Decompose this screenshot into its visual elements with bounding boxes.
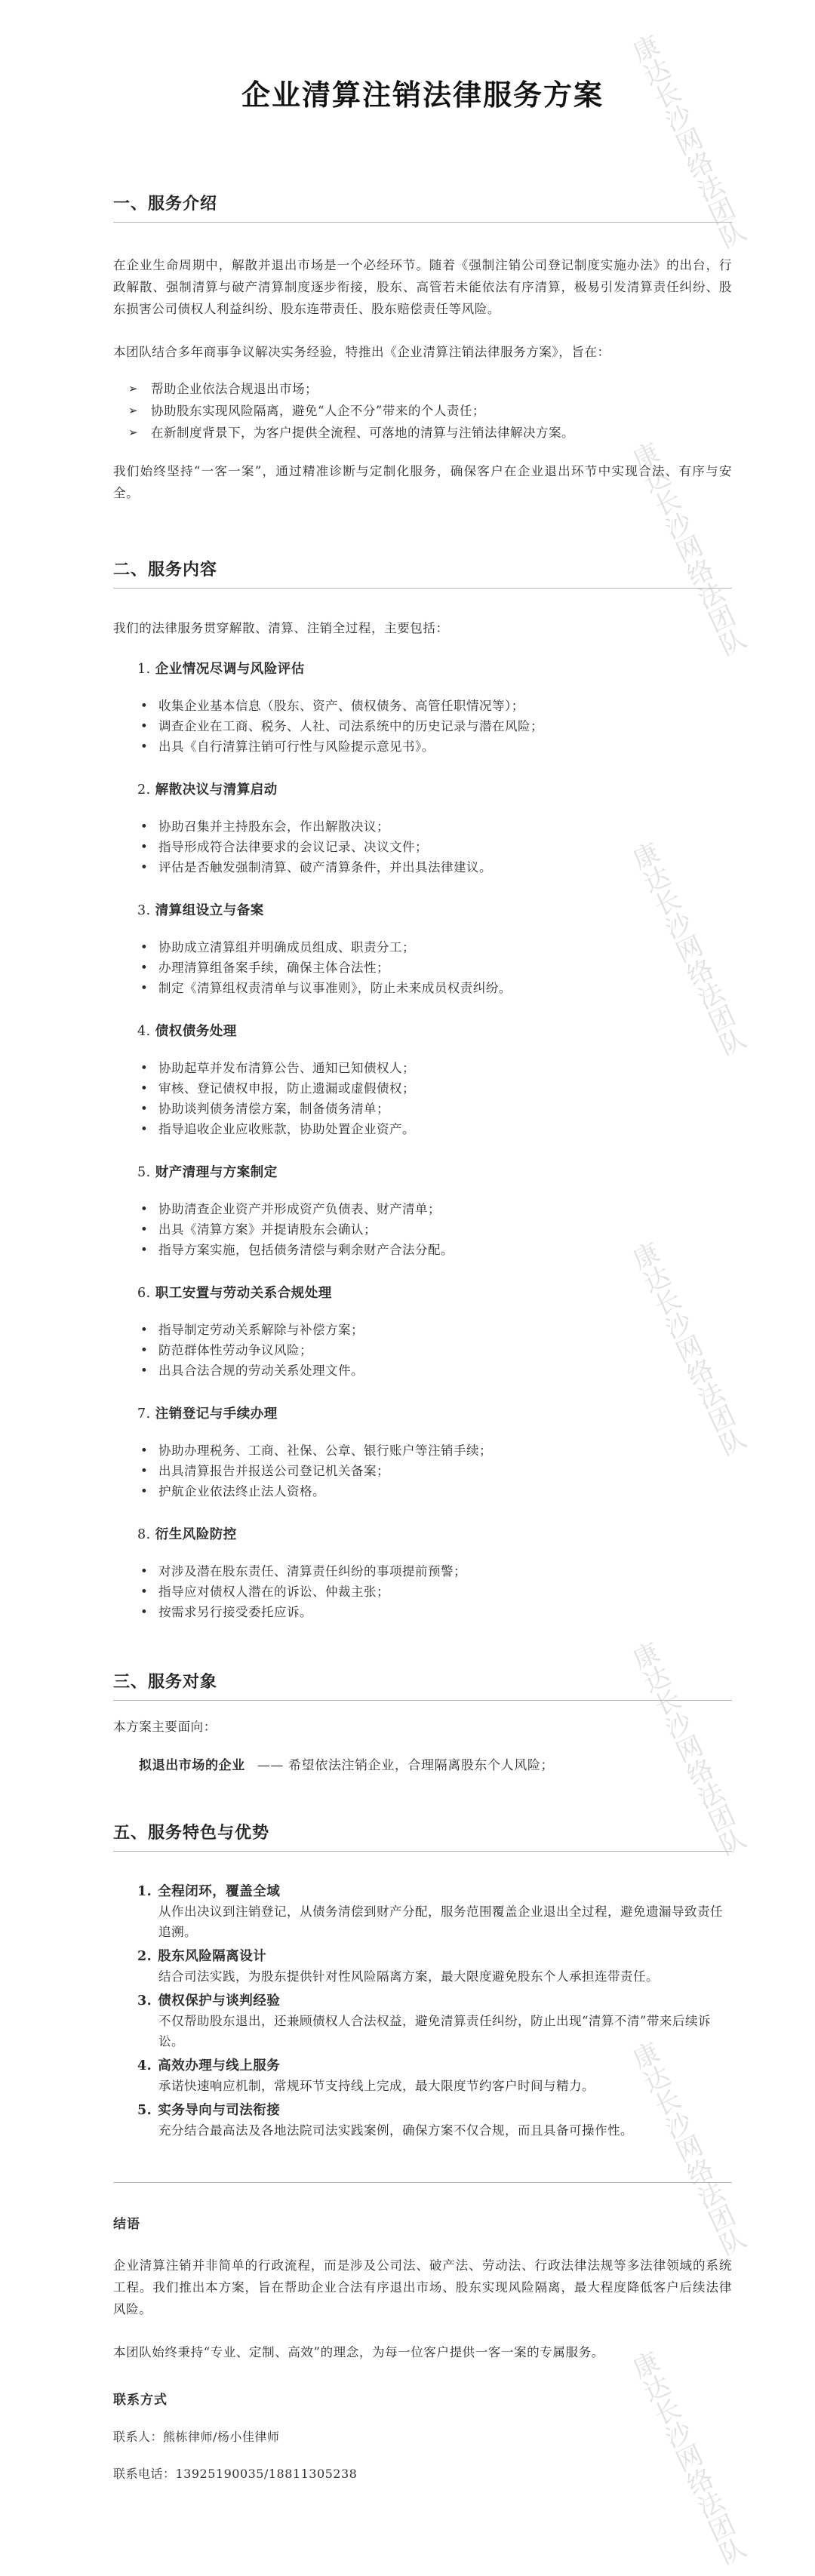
list-item: • 指导形成符合法律要求的会议记录、决议文件；: [137, 837, 732, 857]
bullet-icon: •: [140, 860, 149, 875]
bullet-icon: •: [140, 819, 149, 834]
feature-desc: 承诺快速响应机制，常规环节支持线上完成，最大限度节约客户时间与精力。: [158, 2079, 595, 2093]
service-item-title: 4. 债权债务处理: [137, 1024, 237, 1039]
feature-title: 5. 实务导向与司法衔接: [137, 2103, 281, 2118]
bullet-icon: •: [140, 1122, 149, 1136]
list-item: • 收集企业基本信息（股东、资产、债权债务、高管任职情况等）；: [137, 696, 732, 716]
list-item: • 协助起草并发布清算公告、通知已知债权人；: [137, 1058, 732, 1078]
list-item: • 办理清算组备案手续，确保主体合法性；: [137, 958, 732, 978]
bullet-icon: •: [140, 940, 149, 954]
section-heading: 三、服务对象: [113, 1672, 218, 1692]
watermark: 康达长沙网络法团队: [624, 838, 749, 1061]
list-item: • 协助办理税务、工商、社保、公章、银行账户等注销手续；: [137, 1440, 732, 1461]
feature-desc: 从作出决议到注销登记，从债务清偿到财产分配，服务范围覆盖企业退出全过程，避免遗漏导致责任追溯。: [158, 1904, 723, 1939]
list-item: • 指导应对债权人潜在的诉讼、仲裁主张；: [137, 1582, 732, 1602]
arrow-icon: ➢: [128, 404, 139, 417]
divider: [113, 1700, 732, 1701]
service-item-title: 8. 衍生风险防控: [137, 1527, 237, 1542]
feature-desc: 不仅帮助股东退出，还兼顾债权人合法权益，避免清算责任纠纷，防止出现“清算不清”带来后续诉讼。: [158, 2014, 711, 2049]
bullet-icon: •: [140, 1243, 149, 1257]
audience-line: [139, 1754, 732, 1773]
list-item: • 协助清查企业资产并形成资产负债表、财产清单；: [137, 1199, 732, 1219]
list-item: • 指导制定劳动关系解除与补偿方案；: [137, 1320, 732, 1340]
list-item: ➢ 协助股东实现风险隔离，避免“人企不分”带来的个人责任；: [128, 400, 732, 422]
bullet-icon: •: [140, 719, 149, 733]
watermark: 康达长沙网络法团队: [624, 2038, 749, 2261]
service-item: [113, 1403, 732, 1502]
feature-title: 3. 债权保护与谈判经验: [137, 1993, 281, 2009]
bullet-list: [113, 1199, 732, 1260]
bullet-list: [113, 1440, 732, 1502]
watermark: 康达长沙网络法团队: [624, 1638, 749, 1861]
bullet-icon: •: [140, 1484, 149, 1499]
watermark: 康达长沙网络法团队: [624, 438, 749, 661]
bullet-list: [113, 696, 732, 757]
bullet-icon: •: [140, 1081, 149, 1096]
feature-item: [137, 1991, 732, 2052]
feature-item: [137, 2101, 732, 2141]
section-audience: [113, 1669, 732, 1773]
bullet-icon: •: [140, 699, 149, 713]
divider: [113, 222, 732, 223]
divider: [113, 1851, 732, 1852]
watermark: 康达长沙网络法团队: [624, 1238, 749, 1461]
page-title: 企业清算注销法律服务方案: [241, 78, 604, 112]
bullet-icon: •: [140, 961, 149, 975]
conclusion-heading: 结语: [113, 2217, 140, 2232]
audience-desc: —— 希望依法注销企业，合理隔离股东个人风险；: [257, 1758, 555, 1773]
section-heading: 五、服务特色与优势: [113, 1823, 270, 1843]
section-conclusion: [113, 2213, 732, 2363]
list-item: • 制定《清算组权责清单与议事准则》，防止未来成员权责纠纷。: [137, 978, 732, 998]
list-item: • 指导追收企业应收账款，协助处置企业资产。: [137, 1119, 732, 1139]
bullet-list: [113, 1561, 732, 1622]
bullet-list: [113, 937, 732, 998]
section-heading: 二、服务内容: [113, 560, 218, 579]
list-item: • 出具《清算方案》并提请股东会确认；: [137, 1219, 732, 1240]
service-item: [113, 1021, 732, 1139]
contact-phone: 联系电话：13925190035/18811305238: [113, 2467, 358, 2481]
paragraph: 在企业生命周期中，解散并退出市场是一个必经环节。随着《强制注销公司登记制度实施办法》的出台，行政解散、强制清算与破产清算制度逐步衔接，股东、高管若未能依法有序清算，极易引发清算责任纠纷、股东损害公司债权人利益纠纷、股东连带责任、股东赔偿责任等风险。: [113, 258, 732, 316]
watermark: 康达长沙网络法团队: [624, 2347, 749, 2570]
feature-title: 4. 高效办理与线上服务: [137, 2058, 281, 2073]
list-item: • 调查企业在工商、税务、人社、司法系统中的历史记录与潜在风险；: [137, 716, 732, 736]
paragraph: 企业清算注销并非简单的行政流程，而是涉及公司法、破产法、劳动法、行政法律法规等多法律领域的系统工程。我们推出本方案，旨在帮助企业合法有序退出市场、股东实现风险隔离，最大程度降低客户后续法律风险。: [113, 2258, 732, 2316]
service-item-title: 6. 职工安置与劳动关系合规处理: [137, 1286, 332, 1301]
service-item-title: 2. 解散决议与清算启动: [137, 782, 278, 798]
bullet-list: [113, 1058, 732, 1139]
section-contact: [113, 2389, 732, 2482]
list-item: • 防范群体性劳动争议风险；: [137, 1340, 732, 1360]
list-item: ➢ 帮助企业依法合规退出市场；: [128, 378, 732, 400]
bullet-icon: •: [140, 1222, 149, 1237]
arrow-icon: ➢: [128, 382, 139, 395]
bullet-icon: •: [140, 1443, 149, 1458]
bullet-icon: •: [140, 1564, 149, 1578]
feature-item: [137, 1882, 732, 1942]
list-item: • 按需求另行接受委托应诉。: [137, 1602, 732, 1622]
list-item: • 协助召集并主持股东会，作出解散决议；: [137, 816, 732, 837]
bullet-list: [113, 816, 732, 878]
service-item: [113, 779, 732, 878]
bullet-icon: •: [140, 1343, 149, 1357]
bullet-icon: •: [140, 1464, 149, 1478]
service-item: [113, 1162, 732, 1260]
list-item: • 协助成立清算组并明确成员组成、职责分工；: [137, 937, 732, 958]
bullet-icon: •: [140, 1202, 149, 1216]
list-item: • 审核、登记债权申报，防止遗漏或虚假债权；: [137, 1078, 732, 1099]
section-intro: [113, 191, 732, 504]
service-item: [113, 900, 732, 998]
bullet-icon: •: [140, 981, 149, 995]
service-item-title: 1. 企业情况尽调与风险评估: [137, 662, 305, 677]
list-item: • 对涉及潜在股东责任、清算责任纠纷的事项提前预警；: [137, 1561, 732, 1582]
paragraph: 本团队始终秉持“专业、定制、高效”的理念，为每一位客户提供一客一案的专属服务。: [113, 2345, 604, 2359]
watermark: 康达长沙网络法团队: [624, 31, 749, 254]
service-item: [113, 1283, 732, 1381]
list-item: • 出具《自行清算注销可行性与风险提示意见书》。: [137, 736, 732, 757]
section-heading: 一、服务介绍: [113, 194, 218, 214]
feature-title: 2. 股东风险隔离设计: [137, 1949, 267, 1964]
section-content: [113, 557, 732, 1622]
contact-person: 联系人：熊栋律师/杨小佳律师: [113, 2430, 280, 2444]
bullet-icon: •: [140, 1102, 149, 1116]
service-item: [113, 1524, 732, 1622]
list-item: • 评估是否触发强制清算、破产清算条件，并出具法律建议。: [137, 857, 732, 878]
bullet-icon: •: [140, 1605, 149, 1619]
paragraph: 我们的法律服务贯穿解散、清算、注销全过程，主要包括：: [113, 621, 449, 635]
feature-list: [137, 1882, 732, 2141]
aims-list: [113, 378, 732, 444]
paragraph: 本方案主要面向：: [113, 1720, 217, 1734]
contact-heading: 联系方式: [113, 2393, 168, 2408]
list-item: • 协助谈判债务清偿方案，制备债务清单；: [137, 1099, 732, 1119]
feature-title: 1. 全程闭环，覆盖全域: [137, 1884, 281, 1899]
section-features: [113, 1820, 732, 2141]
service-item: [113, 659, 732, 757]
feature-desc: 结合司法实践，为股东提供针对性风险隔离方案，最大限度避免股东个人承担连带责任。: [158, 1969, 659, 1984]
paragraph: 本团队结合多年商事争议解决实务经验，特推出《企业清算注销法律服务方案》，旨在：: [113, 345, 610, 359]
service-items: [113, 659, 732, 1622]
bullet-icon: •: [140, 1585, 149, 1599]
document: [113, 0, 732, 2482]
feature-item: [137, 2056, 732, 2096]
bullet-icon: •: [140, 739, 149, 754]
list-item: • 出具清算报告并报送公司登记机关备案；: [137, 1461, 732, 1481]
bullet-icon: •: [140, 1061, 149, 1075]
feature-item: [137, 1947, 732, 1987]
audience-title: 拟退出市场的企业: [139, 1758, 245, 1773]
bullet-list: [113, 1320, 732, 1381]
list-item: • 护航企业依法终止法人资格。: [137, 1481, 732, 1502]
service-item-title: 7. 注销登记与手续办理: [137, 1406, 278, 1422]
list-item: • 指导方案实施，包括债务清偿与剩余财产合法分配。: [137, 1240, 732, 1260]
bullet-icon: •: [140, 1323, 149, 1337]
feature-desc: 充分结合最高法及各地法院司法实践案例，确保方案不仅合规，而且具备可操作性。: [158, 2123, 633, 2138]
list-item: • 出具合法合规的劳动关系处理文件。: [137, 1360, 732, 1381]
service-item-title: 5. 财产清理与方案制定: [137, 1165, 278, 1180]
paragraph: 我们始终坚持“一客一案”，通过精准诊断与定制化服务，确保客户在企业退出环节中实现合法、有序与安全。: [113, 464, 732, 500]
divider: [113, 588, 732, 589]
arrow-icon: ➢: [128, 426, 139, 439]
divider: [113, 2182, 732, 2183]
service-item-title: 3. 清算组设立与备案: [137, 903, 264, 918]
list-item: ➢ 在新制度背景下，为客户提供全流程、可落地的清算与注销法律解决方案。: [128, 422, 732, 444]
bullet-icon: •: [140, 1363, 149, 1378]
bullet-icon: •: [140, 840, 149, 854]
